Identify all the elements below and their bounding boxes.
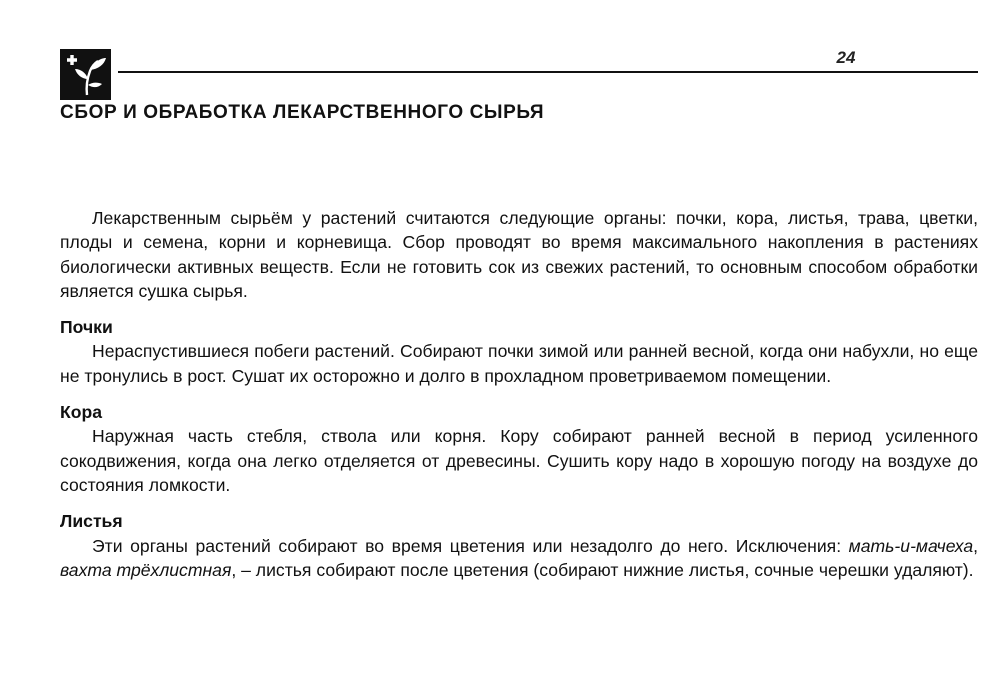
text-run: Эти органы растений собирают во время цветения или незадолго до него. Исключения: — [92, 535, 849, 556]
section-leaves — [60, 509, 978, 582]
text-run: , – листья собирают после цветения (собирают нижние листья, сочные черешки удаляют). — [231, 559, 974, 580]
italic-plant-name: мать-и-мачеха — [848, 535, 974, 556]
page-title: СБОР И ОБРАБОТКА ЛЕКАРСТВЕННОГО СЫРЬЯ — [60, 102, 545, 123]
section-text: Наружная часть стебля, ствола или корня. Кору собирают ранней весной в период усиленного сокодвижения, когда она легко отделяется от древесины. Сушить кору надо в хорошую погоду на воздухе до состояния ломкости. — [60, 426, 978, 495]
text-run: , — [973, 535, 978, 556]
header-rule — [118, 71, 978, 73]
section-heading: Кора — [60, 402, 103, 423]
section-text: Нераспустившиеся побеги растений. Собирают почки зимой или ранней весной, когда они набухли, но еще не тронулись в рост. Сушат их осторожно и долго в прохладном проветриваемом помещении. — [60, 341, 978, 386]
intro-paragraph: Лекарственным сырьём у растений считаются следующие органы: почки, кора, листья, трава, цветки, плоды и семена, корни и корневища. Сбор проводят во время максимального накопления в растениях биологически активных веществ. Если не готовить сок из свежих растений, то основным способом обработки является сушка сырья. — [60, 208, 978, 301]
section-text — [60, 534, 978, 583]
section-heading: Почки — [60, 317, 113, 338]
article-body — [60, 206, 978, 582]
section-heading: Листья — [60, 511, 123, 532]
section-buds — [60, 315, 978, 388]
plus-leaf-icon — [60, 49, 111, 100]
page-number: 24 — [836, 48, 856, 67]
italic-plant-name: вахта трёхлистная — [60, 559, 232, 580]
section-bark — [60, 400, 978, 497]
